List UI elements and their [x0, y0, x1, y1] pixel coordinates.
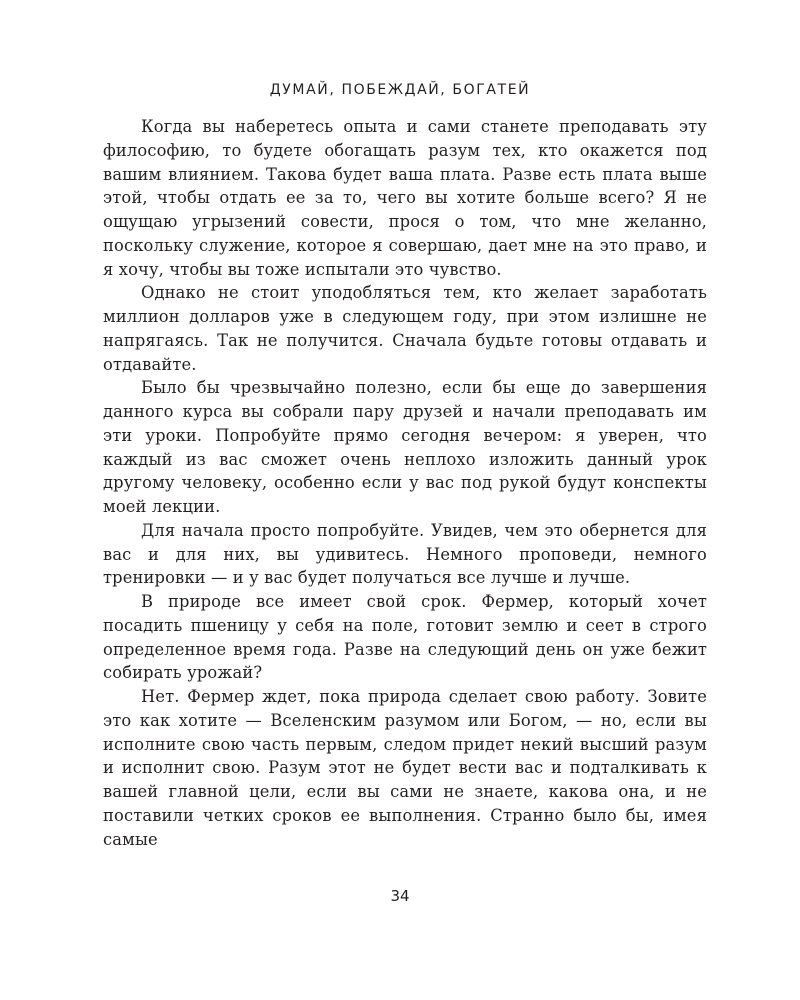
- paragraph: Когда вы наберетесь опыта и сами станете преподавать эту философию, то будете обогащать разум тех, кто окажется под вашим влиянием. Такова будет ваша плата. Разве есть плата выше этой, чтобы отдать ее за то, чего вы хотите больше всего? Я не ощущаю угрызений совести, прося о том, что мне желанно, поскольку служение, которое я совершаю, дает мне на это право, и я хочу, чтобы вы тоже испытали это чувство.: [103, 117, 707, 279]
- paragraph: Для начала просто попробуйте. Увидев, чем это обернется для вас и для них, вы удивитесь. Немного проповеди, немного тренировки — и у вас будет получаться все лучше и лучше.: [103, 520, 707, 588]
- running-head: ДУМАЙ, ПОБЕЖДАЙ, БОГАТЕЙ: [269, 82, 531, 98]
- page-number: 34: [390, 887, 410, 905]
- paragraph: Однако не стоит уподобляться тем, кто желает заработать миллион долларов уже в следующем году, при этом излишне не напрягаясь. Так не получится. Сначала будьте готовы отдавать и отдавайте.: [103, 283, 707, 374]
- paragraph: Было бы чрезвычайно полезно, если бы еще до завершения данного курса вы собрали пару друзей и начали преподавать им эти уроки. Попробуйте прямо сегодня вечером: я уверен, что каждый из вас сможет очень неплохо изложить данный урок другому человеку, особенно если у вас под рукой будут конспекты моей лекции.: [103, 378, 707, 516]
- paragraph: В природе все имеет свой срок. Фермер, который хочет посадить пшеницу у себя на поле, готовит землю и сеет в строго определенное время года. Разве на следующий день он уже бежит собирать урожай?: [103, 592, 707, 683]
- paragraph: Нет. Фермер ждет, пока природа сделает свою работу. Зовите это как хотите — Вселенским разумом или Богом, — но, если вы исполните свою часть первым, следом придет некий высший разум и исполнит свою. Разум этот не будет вести вас и подталкивать к вашей главной цели, если вы сами не знаете, какова она, и не поставили четких сроков ее выполнения. Странно было бы, имея самые: [103, 687, 707, 849]
- body-text: [103, 115, 707, 851]
